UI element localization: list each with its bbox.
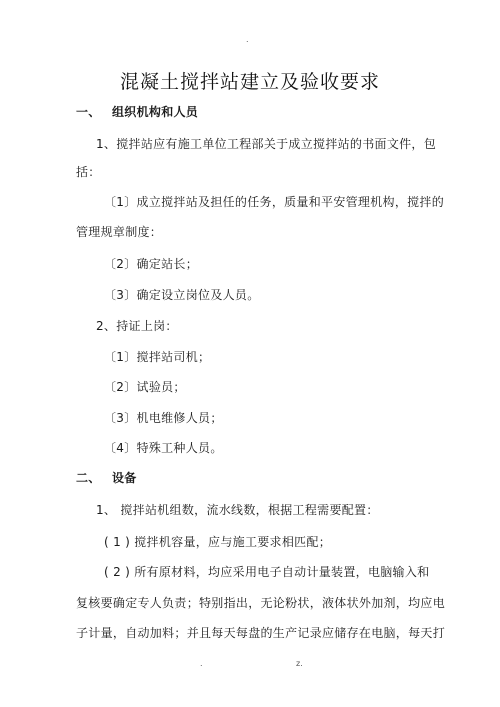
paragraph-line: 2、持证上岗： [96,319,178,333]
header-mark: . [246,35,249,44]
list-item: 〔2〕确定站长； [104,257,199,271]
section-number: 二、 [76,471,101,485]
paragraph-line: 管理规章制度： [76,225,163,239]
footer-mark-left: . [200,659,203,668]
document-title: 混凝土搅拌站建立及验收要求 [119,71,380,93]
section-title: 组织机构和人员 [112,105,199,119]
list-item: 〔2〕试验员； [104,380,186,394]
paragraph-line: ( 2 ) 所有原材料，均应采用电子自动计量装置，电脑输入和 [104,565,430,579]
section-heading-1 [76,104,198,120]
list-item: 〔1〕搅拌站司机； [104,350,211,364]
list-item: 〔3〕机电维修人员； [104,411,223,425]
footer-mark-right: z. [296,659,303,668]
paragraph-line: 子计量，自动加料；并且每天每盘的生产记录应储存在电脑，每天打 [76,626,446,640]
paragraph-line: 〔1〕成立搅拌站及担任的任务，质量和平安管理机构，搅拌的 [104,195,445,209]
list-item: 〔3〕确定设立岗位及人员。 [104,288,260,302]
paragraph-line: 1、搅拌站应有施工单位工程部关于成立搅拌站的书面文件，包 [96,137,437,151]
list-item: 〔4〕特殊工种人员。 [104,441,223,455]
section-number: 一、 [76,105,101,119]
section-title: 设备 [112,471,137,485]
paragraph-line: 1、 搅拌站机组数，流水线数，根据工程需要配置： [96,503,379,517]
section-heading-2 [76,470,137,486]
paragraph-line: 复核要确定专人负责；特别指出，无论粉状，液体状外加剂，均应电 [76,596,446,610]
list-item: ( 1 ) 搅拌机容量，应与施工要求相匹配； [104,535,332,549]
paragraph-line: 括： [76,165,101,179]
